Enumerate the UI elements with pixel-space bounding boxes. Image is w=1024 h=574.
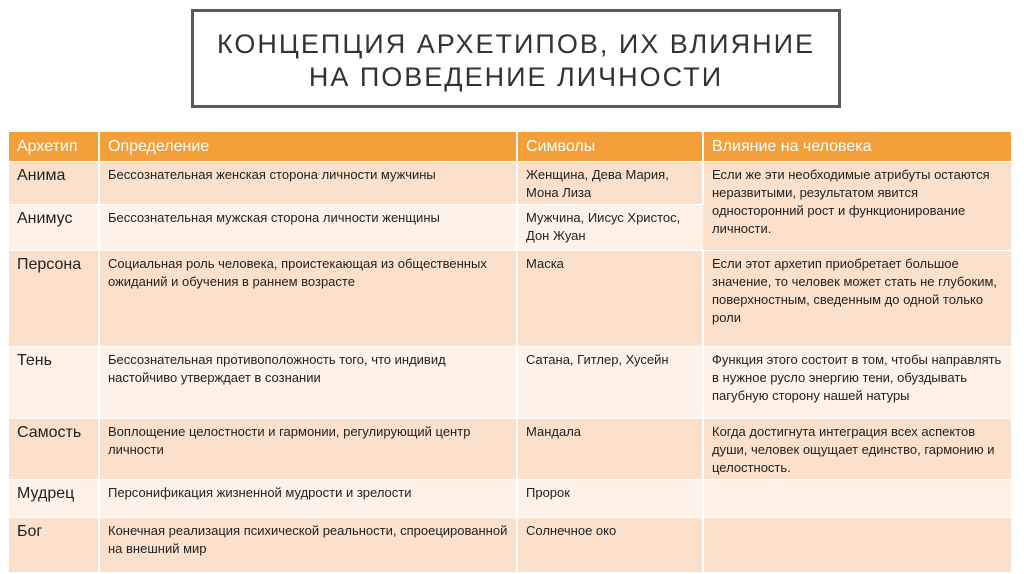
symbols-cell: Женщина, Дева Мария, Мона Лиза (517, 162, 703, 205)
table-row (9, 480, 1011, 518)
archetype-cell: Мудрец (9, 480, 99, 518)
archetype-cell: Самость (9, 419, 99, 480)
title-line-1: КОНЦЕПЦИЯ АРХЕТИПОВ, ИХ ВЛИЯНИЕ (217, 29, 815, 59)
symbols-cell: Маска (517, 251, 703, 347)
header-symbols: Символы (517, 132, 703, 162)
archetype-cell: Бог (9, 518, 99, 572)
symbols-cell: Сатана, Гитлер, Хусейн (517, 347, 703, 419)
archetype-cell: Персона (9, 251, 99, 347)
influence-cell: Если этот архетип приобретает большое значение, то человек может стать не глубоким, поверхностным, сведенным до одной только роли (703, 251, 1011, 347)
table-header-row (9, 132, 1011, 162)
definition-cell: Бессознательная противоположность того, что индивид настойчиво утверждает в сознании (99, 347, 517, 419)
definition-cell: Персонификация жизненной мудрости и зрелости (99, 480, 517, 518)
influence-cell: Если же эти необходимые атрибуты остаются неразвитыми, результатом явится односторонний рост и функционирование личности. (703, 162, 1011, 251)
title-line-2: НА ПОВЕДЕНИЕ ЛИЧНОСТИ (308, 62, 724, 92)
symbols-cell: Солнечное око (517, 518, 703, 572)
table-row (9, 419, 1011, 480)
influence-cell: Функция этого состоит в том, чтобы направлять в нужное русло энергию тени, обуздывать пагубную сторону нашей натуры (703, 347, 1011, 419)
symbols-cell: Мужчина, Иисус Христос, Дон Жуан (517, 205, 703, 251)
influence-cell: Когда достигнута интеграция всех аспектов души, человек ощущает единство, гармонию и целостность. (703, 419, 1011, 480)
influence-cell (703, 518, 1011, 572)
archetype-cell: Анимус (9, 205, 99, 251)
header-definition: Определение (99, 132, 517, 162)
table-row (9, 251, 1011, 347)
header-influence: Влияние на человека (703, 132, 1011, 162)
title-box (191, 9, 841, 108)
definition-cell: Конечная реализация психической реальности, спроецированной на внешний мир (99, 518, 517, 572)
symbols-cell: Пророк (517, 480, 703, 518)
definition-cell: Воплощение целостности и гармонии, регулирующий центр личности (99, 419, 517, 480)
definition-cell: Социальная роль человека, проистекающая из общественных ожиданий и обучения в раннем возрасте (99, 251, 517, 347)
archetypes-table (9, 132, 1011, 572)
definition-cell: Бессознательная женская сторона личности мужчины (99, 162, 517, 205)
archetype-cell: Тень (9, 347, 99, 419)
table-row (9, 347, 1011, 419)
influence-cell (703, 480, 1011, 518)
definition-cell: Бессознательная мужская сторона личности женщины (99, 205, 517, 251)
header-archetype: Архетип (9, 132, 99, 162)
table-row (9, 162, 1011, 205)
table-row (9, 518, 1011, 572)
archetype-cell: Анима (9, 162, 99, 205)
symbols-cell: Мандала (517, 419, 703, 480)
